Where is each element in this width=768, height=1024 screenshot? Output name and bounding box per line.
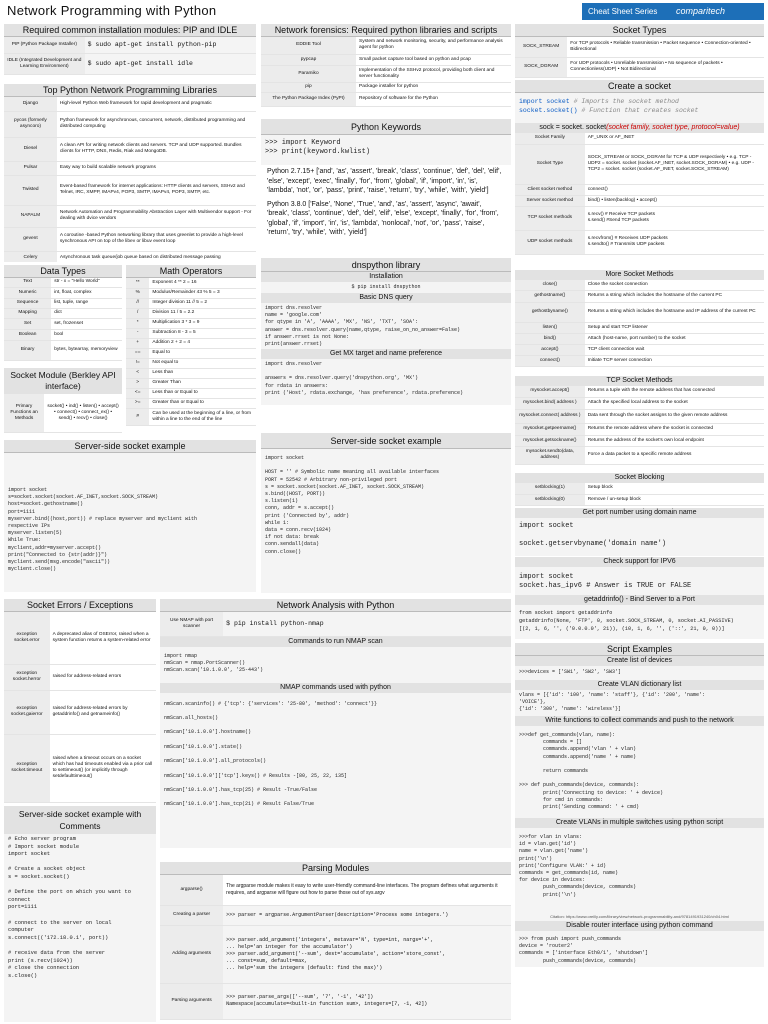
row-key: + — [126, 338, 149, 348]
serverex2-section — [261, 433, 511, 593]
table-row — [515, 409, 764, 423]
row-value: Less than — [149, 368, 256, 378]
forensics-section — [261, 24, 511, 116]
row-value: Exponent 4 ** 2 = 16 — [149, 278, 256, 288]
row-key: TCP socket methods — [515, 206, 585, 230]
scripts-s5-title: Disable router interface using python command — [515, 921, 764, 931]
row-key: > — [126, 378, 149, 388]
row-key: Pulsar — [4, 161, 57, 175]
libs-title: Top Python Network Programming Libraries — [4, 84, 256, 97]
row-value: raised for address-related errors — [50, 664, 156, 690]
nmap-key: Use NMAP with port scanner — [160, 612, 223, 636]
table-row — [515, 397, 764, 409]
table-row — [4, 340, 122, 360]
create-import: import socket — [519, 98, 570, 105]
row-key: Server socket method — [515, 195, 585, 206]
table-row — [126, 378, 256, 388]
keywords-section — [261, 119, 511, 255]
row-key: PIP (Python Package Installer) — [4, 37, 85, 53]
scripts-title: Script Examples — [515, 643, 764, 656]
serverex-code: import socket s=socket.socket(socket.AF_INET,socket.SOCK_STREAM) host=socket.gethostname() port=1111 myserver.bind((host,port)) # replace myserver and myclient with respective IPs myserver.listen(5) While True: myclient,addr=myserver.accept() print("Connected to {str(addr)}") myclient.send(msg.encode("ascii")) myclient.close() — [4, 453, 256, 592]
parsing-section — [160, 862, 511, 1022]
row-key: listen() — [515, 322, 585, 333]
table-row — [126, 288, 256, 298]
blocking-title: Socket Blocking — [515, 473, 764, 483]
ipv6-section — [515, 557, 764, 595]
row-key: Paramiko — [261, 65, 356, 82]
row-key: UDP socket methods — [515, 230, 585, 254]
table-row — [261, 82, 511, 92]
keywords-title: Python Keywords — [261, 119, 511, 135]
create-sig: sock = socket. socket — [539, 124, 607, 131]
ipv6-title: Check support for IPV6 — [515, 557, 764, 567]
table-row — [515, 133, 764, 144]
row-value: High-level Python Web framework for rapid development and pragmatic — [57, 97, 256, 111]
row-value: Returns the address of the socket's own local endpoint — [585, 435, 764, 446]
scripts-s4-code: >>>for vlan in vlans: id = vlan.get('id') name = vlan.get('name') print('\n') print('Configure VLAN:' + id) commands = get_commands(id, name) for device in devices: push_commands(device, commands) print('\n') — [515, 828, 764, 913]
table-row — [160, 925, 511, 983]
row-value: Setup and start TCP listener — [585, 322, 764, 333]
row-key: argparse() — [160, 875, 223, 905]
gai-title: getaddrinfo() - Bind Server to a Port — [515, 595, 764, 605]
row-key: pypcap — [261, 54, 356, 65]
row-value: Integer division 11 // 5 = 2 — [149, 298, 256, 308]
table-row — [515, 290, 764, 302]
row-value: Less than or Equal to — [149, 388, 256, 398]
table-row — [126, 408, 256, 425]
keywords-code: >>> import Keyword >>> print(keyword.kwlist) — [261, 135, 511, 165]
keywords-py3: Python 3.8.0 ['False', 'None', 'True', 'and', 'as', 'assert', 'async', 'await', 'break', 'class', 'continue', 'def', 'del', 'elif', 'else', 'except', 'finally', 'for', 'from', 'global', 'if', 'import', 'in', 'is', 'lambda', 'nonlocal', 'not', 'or', 'pass', 'raise', 'return', 'try', 'while', 'with', 'yield'] — [267, 200, 499, 236]
socktypes-section — [515, 24, 764, 78]
row-value: Subtraction 8 - 3 = 5 — [149, 328, 256, 338]
row-value: Returns the remote address where the socket is connected — [585, 423, 764, 435]
table-row — [160, 875, 511, 905]
serverex3-title: Server-side socket example with Comments — [4, 806, 156, 834]
row-key: NAPALM — [4, 205, 57, 227]
row-key: Creating a parser — [160, 905, 223, 925]
table-row — [515, 195, 764, 206]
row-key: mysocket.sendto(data, address) — [515, 446, 585, 464]
row-value: raised for address-related errors by getaddrinfo() and getnameinfo() — [50, 690, 156, 734]
row-value: The argparse module makes it easy to write user-friendly command-line interfaces. The program defines what arguments it requires, and argparse will figure out how to parse those out of sys.argv — [223, 875, 511, 905]
row-key: Client socket method — [515, 184, 585, 195]
sockmod-key: Primary Functions an Methods — [4, 394, 44, 432]
row-value: Asynchronous task queue/job queue based on distributed message passing — [57, 251, 256, 262]
table-row — [160, 905, 511, 925]
scripts-citation: Citation: https://www.oreilly.com/library/view/network-programmability-and/9781491931240/ch04.html — [515, 913, 764, 921]
row-key: SOCK_STREAM — [515, 37, 567, 57]
nmap-used-title: NMAP commands used with python — [160, 683, 511, 693]
math-title: Math Operators — [126, 265, 256, 278]
table-row — [126, 308, 256, 318]
datatypes-title: Data Types — [4, 265, 122, 278]
gai-code: from socket import getaddrinfo getaddrinfo(None, 'FTP', 0, socket.SOCK_STREAM, 0, socket.AI_PASSIVE) [(2, 1, 6, '', ('0.0.0.0', 21)), (10, 1, 6, '', ('::', 21, 0, 0))] — [515, 605, 764, 639]
table-row — [4, 308, 122, 318]
row-value: Network Automation and Programmability Abstraction Layer with Multivendor support - For dealing with dvice vendors — [57, 205, 256, 227]
row-value: set, frozenset — [51, 318, 122, 329]
table-row — [126, 388, 256, 398]
row-key: IDLE (Integrated Development and Learning Environment) — [4, 53, 85, 74]
table-row — [515, 144, 764, 184]
scripts-s1-code: >>>devices = ['SW1', 'SW2', 'SW3'] — [515, 666, 764, 680]
table-row — [126, 398, 256, 408]
row-value: s.recv() # Receive TCP packets s.send() #Send TCP packets — [585, 206, 764, 230]
row-value: Addition 2 + 2 = 4 — [149, 338, 256, 348]
page-title: Network Programming with Python — [7, 3, 217, 18]
parsing-title: Parsing Modules — [160, 862, 511, 875]
row-key: Socket Type — [515, 144, 585, 184]
table-row — [4, 227, 256, 251]
table-row — [4, 278, 122, 287]
dns-query-title: Basic DNS query — [261, 293, 511, 303]
ipv6-code: import socket socket.has_ipv6 # Answer is TRUE or FALSE — [515, 567, 764, 595]
row-value: Force a data packet to a specific remote address — [585, 446, 764, 464]
table-row — [4, 612, 156, 664]
row-key: exception socket.gaierror — [4, 690, 50, 734]
row-key: EDDIE Tool — [261, 37, 356, 54]
row-value: Event-based framework for internet applications: HTTP clients and servers, SSHv2 and Telnet, IRC, XMPP, IMAPv4, POP3, SMTP, IMAPv4, POP3, SMTP, etc. — [57, 175, 256, 205]
table-row — [4, 37, 256, 53]
row-value: Not equal to — [149, 358, 256, 368]
row-key: == — [126, 348, 149, 358]
table-row — [515, 322, 764, 333]
row-key: % — [126, 288, 149, 298]
row-key: mysocket.bind( address ) — [515, 397, 585, 409]
table-row — [261, 65, 511, 82]
row-key: ** — [126, 278, 149, 288]
table-row — [126, 328, 256, 338]
row-value: Can be used at the beginning of a line, or from within a line to the end of the line — [149, 408, 256, 425]
table-row — [126, 298, 256, 308]
row-key: Numeric — [4, 287, 51, 298]
row-value: Attach the specified local address to the socket — [585, 397, 764, 409]
create-section — [515, 80, 764, 268]
row-key: Text — [4, 278, 51, 287]
table-row — [4, 734, 156, 802]
row-value: Equal to — [149, 348, 256, 358]
table-row — [4, 329, 122, 340]
row-key: Set — [4, 318, 51, 329]
scripts-s2-code: vlans = [{'id': '100', 'name': 'staff'}, {'id': '200', 'name': 'VOICE'}, {'id': '300', 'name': 'wireless'}] — [515, 690, 764, 716]
create-signature — [515, 123, 764, 133]
sockmod-section — [4, 368, 122, 438]
sockmod-title: Socket Module (Berkley API interface) — [4, 368, 122, 394]
table-row — [160, 983, 511, 1019]
row-value: Remove / un-setup block — [585, 494, 764, 505]
datatypes-section — [4, 265, 122, 365]
row-key: mysocket.getpeername() — [515, 423, 585, 435]
scripts-s3-title: Write functions to collect commands and push to the network — [515, 716, 764, 726]
nmap-install: $ pip install python-nmap — [223, 612, 511, 636]
serverex2-title: Server-side socket example — [261, 433, 511, 449]
row-key: <= — [126, 388, 149, 398]
row-key: mysocket.accept() — [515, 386, 585, 397]
row-key: bind() — [515, 333, 585, 344]
errors-title: Socket Errors / Exceptions — [4, 599, 156, 612]
row-key: exception socket.timeout — [4, 734, 50, 802]
scripts-s3-code: >>>def get_commands(vlan, name): commands = [] commands.append('vlan ' + vlan) commands.append('name ' + name) return commands >>> def push_commands(device, commands): print('Connecting to device: ' + device) for cmd in commands: print('Sending command: ' + cmd) — [515, 726, 764, 818]
table-row — [515, 206, 764, 230]
row-value: >>> parser = argparse.ArgumentParser(description='Process some integers.') — [223, 905, 511, 925]
dns-query-code: import dns.resolver name = 'google.com' for qtype in 'A', 'AAAA', 'MX', 'NS', 'TXT', 'SOA': answer = dns.resolver.query(name,qtype, raise_on_no_answer=False) if answer.rrset is not None: print(answer.rrset) — [261, 303, 511, 349]
row-value: list, tuple, range — [51, 298, 122, 308]
table-row — [515, 423, 764, 435]
row-value: For TCP protocols • Reliable transmission • Packet sequence • Connection-oriented • Bidirectional — [567, 37, 764, 57]
table-row — [126, 348, 256, 358]
more-section — [515, 270, 764, 374]
row-key: connect() — [515, 355, 585, 366]
table-row — [261, 54, 511, 65]
table-row — [515, 57, 764, 77]
row-key: setblocking(1) — [515, 483, 585, 494]
scripts-s4-title: Create VLANs in multiple switches using python script — [515, 818, 764, 828]
row-value: Easy way to build scalable network programs — [57, 161, 256, 175]
scripts-s1-title: Create list of devices — [515, 656, 764, 666]
dns-install-title: Installation — [261, 272, 511, 282]
row-key: / — [126, 308, 149, 318]
row-key: - — [126, 328, 149, 338]
row-value: Close the socket connection — [585, 280, 764, 290]
row-value: Data sent through the socket assigns to the given remote address — [585, 409, 764, 423]
table-row — [4, 175, 256, 205]
table-row — [126, 368, 256, 378]
table-row — [261, 37, 511, 54]
row-key: pycos (formerly asyncoro) — [4, 111, 57, 137]
row-value: Returns a string which includes the hostname of the current PC — [585, 290, 764, 302]
row-value: raised when a timeout occurs on a socket which has had timeouts enabled via a prior call to settimeout() (or implicitly through setdefaulttimeout() — [50, 734, 156, 802]
row-key: accept() — [515, 344, 585, 355]
row-key: Boolean — [4, 329, 51, 340]
table-row — [126, 278, 256, 288]
create-code — [515, 93, 764, 123]
row-value: $ sudo apt-get install idle — [85, 53, 256, 74]
errors-section — [4, 599, 156, 803]
table-row — [4, 251, 256, 262]
row-key: mysocket.getsockname() — [515, 435, 585, 446]
row-value: $ sudo apt-get install python-pip — [85, 37, 256, 53]
row-value: SOCK_STREAM or SOCK_DGRAM for TCP & UDP respectively • e.g. TCP - UDP2 = socket. socket (socket.AF_INET, socket.SOCK_DGRAM) • e.g. UDP - TCP2 = socket. socket (socket.AF_INET, socket.SOCK_STREAM) — [585, 144, 764, 184]
table-row — [4, 298, 122, 308]
row-key: Celery — [4, 251, 57, 262]
nmap-cmd-title: Commands to run NMAP scan — [160, 637, 511, 647]
math-section — [126, 265, 256, 437]
row-key: Mapping — [4, 308, 51, 318]
row-value: Returns a string which includes the hostname and IP address of the current PC — [585, 302, 764, 322]
forensics-title: Network forensics: Required python libraries and scripts — [261, 24, 511, 37]
scripts-section — [515, 643, 764, 1022]
row-value: Division 11 / 5 = 2.2 — [149, 308, 256, 318]
row-key: Binary — [4, 340, 51, 360]
row-value: Returns a tuple with the remote address that has connected — [585, 386, 764, 397]
table-row — [4, 287, 122, 298]
row-value: AF_UNIX or AF_INET — [585, 133, 764, 144]
install-section — [4, 24, 256, 80]
comparitech-logo: comparitech — [676, 3, 764, 20]
row-key: < — [126, 368, 149, 378]
row-value: bytes, bytearray, memoryview — [51, 340, 122, 360]
table-row — [4, 53, 256, 74]
table-row — [4, 137, 256, 161]
serverex3-section — [4, 806, 156, 1022]
serverex3-code: # Echo server program # Import socket module import socket # Create a socket object s = socket.socket() # Define the port on which you want to connect port=1111 # connect to the server on local computer s.connect(('172.18.0.1', port)) # receive data from the server print (s.recv(1024)) # close the connection s.close() — [4, 834, 156, 1022]
row-value: Small packet capture tool based on python and pcap — [356, 54, 511, 65]
row-value: Multiplication 3 * 3 = 9 — [149, 318, 256, 328]
gai-section — [515, 595, 764, 639]
table-row — [4, 97, 256, 111]
row-value: Initiate TCP server connection — [585, 355, 764, 366]
row-key: Diesel — [4, 137, 57, 161]
row-key: != — [126, 358, 149, 368]
row-key: Django — [4, 97, 57, 111]
table-row — [515, 435, 764, 446]
nmap-section — [160, 599, 511, 859]
table-row — [515, 494, 764, 505]
table-row — [126, 318, 256, 328]
table-row — [515, 280, 764, 290]
row-value: bind() • listen(backlog) • accept() — [585, 195, 764, 206]
row-value: A clean API for writing network clients and servers. TCP and UDP supported. Bundles clients for HTTP, DNS, Redis, Riak and MongoDB. — [57, 137, 256, 161]
table-row — [4, 664, 156, 690]
scripts-s2-title: Create VLAN dictionary list — [515, 680, 764, 690]
row-value: Python framework for asynchronous, concurrent, network, distributed programming and distributed computing — [57, 111, 256, 137]
row-value: dict — [51, 308, 122, 318]
row-key: pip — [261, 82, 356, 92]
row-key: Adding arguments — [160, 925, 223, 983]
table-row — [515, 230, 764, 254]
table-row — [126, 358, 256, 368]
table-row — [4, 690, 156, 734]
row-key: Twisted — [4, 175, 57, 205]
row-key: >= — [126, 398, 149, 408]
tcpm-title: TCP Socket Methods — [515, 376, 764, 386]
libs-section — [4, 84, 256, 262]
blocking-section — [515, 473, 764, 507]
row-key: # — [126, 408, 149, 425]
row-value: A deprecated alias of OSError, raised when a system function returns a system-related error — [50, 612, 156, 664]
dns-install-code: $ pip install dnspython — [261, 282, 511, 293]
tcpm-section — [515, 376, 764, 472]
row-key: setblocking(0) — [515, 494, 585, 505]
table-row — [4, 161, 256, 175]
row-value: Setup block — [585, 483, 764, 494]
row-value: >>> parser.add_argument('integers', metavar='N', type=int, nargs='+', ... help='an integer for the accumulator') >>> parser.add_argument('--sum', dest='accumulate', action='store_const', ... const=sum, default=max, ... help='sum the integers (default: find the max)') — [223, 925, 511, 983]
row-value: System and network monitoring, security, and performance analysis agent for python — [356, 37, 511, 54]
row-value: >>> parser.parse_args(['--sum', '7', '-1', '42']) Namespace(accumulate=<built-in function sum>, integers=[7, -1, 42]) — [223, 983, 511, 1019]
row-key: mysocket.connect( address ) — [515, 409, 585, 423]
create-import-comment: # Imports the socket method — [573, 98, 679, 105]
sockmod-value: socket() • ind() • listen() • accept() • connect() • connect_ex() • send() • recv() • close() — [44, 394, 122, 432]
row-value: Repository of software for the Python — [356, 92, 511, 106]
table-row — [515, 333, 764, 344]
table-row — [515, 344, 764, 355]
create-title: Create a socket — [515, 80, 764, 93]
row-value: bool — [51, 329, 122, 340]
portdom-section — [515, 508, 764, 556]
table-row — [4, 318, 122, 329]
nmap-used-code: nmScan.scaninfo() # {'tcp': {'services': '25-80', 'method': 'connect'}} nmScan.all_hosts() nmScan['10.1.0.0'].hostname() nmScan['10.1.0.0'].state() nmScan['10.1.0.0'].all_protocols() nmScan['10.1.0.0']['tcp'].keys() # Results -[80, 25, 22, 135] nmScan['10.1.0.0'].has_tcp(25) # Result -True/False nmScan['10.1.0.0'].has_tcp(21) # Result False/True — [160, 693, 511, 848]
serverex-section — [4, 440, 256, 592]
scripts-s5-code: >>> from push import push_commands device = 'router2' commands = ['interface Eth0/1', 'shutdown'] push_commands(device, commands) — [515, 931, 764, 967]
dns-mx-title: Get MX target and name preference — [261, 349, 511, 359]
table-row — [515, 483, 764, 494]
table-row — [4, 205, 256, 227]
table-row — [515, 446, 764, 464]
table-row — [4, 111, 256, 137]
row-key: exception socket.herror — [4, 664, 50, 690]
table-row — [126, 338, 256, 348]
row-value: Greater than or Equal to — [149, 398, 256, 408]
create-fn-comment: # Function that creates socket — [581, 107, 699, 114]
table-row — [515, 355, 764, 366]
row-value: int, float, complex — [51, 287, 122, 298]
more-title: More Socket Methods — [515, 270, 764, 280]
install-title: Required common installation modules: PIP and IDLE — [4, 24, 256, 37]
row-value: Modulus/Remainder 43 % 5 = 3 — [149, 288, 256, 298]
row-value: connect() — [585, 184, 764, 195]
create-sig-args: (socket family, socket type, protocol=value) — [606, 124, 740, 131]
row-value: Attach (host-name, port number) to the socket — [585, 333, 764, 344]
row-key: Sequence — [4, 298, 51, 308]
table-row — [515, 386, 764, 397]
serverex2-code: import socket HOST = '' # Symbolic name meaning all available interfaces PORT = 52542 # Arbitrary non-privileged port s = socket.socket(socket.AF_INET, socket.SOCK_STREAM) s.bind((HOST, PORT)) s.listen(1) conn, addr = s.accept() print ('Connected by', addr) while 1: data = conn.recv(1024) if not data: break conn.sendall(data) conn.close() — [261, 449, 511, 593]
row-key: // — [126, 298, 149, 308]
row-key: exception socket.error — [4, 612, 50, 664]
row-key: SOCK_DGRAM — [515, 57, 567, 77]
row-value: TCP client connection wait — [585, 344, 764, 355]
dns-title: dnspython library — [261, 258, 511, 272]
serverex-title: Server-side socket example — [4, 440, 256, 453]
row-key: * — [126, 318, 149, 328]
portdom-title: Get port number using domain name — [515, 508, 764, 518]
row-key: close() — [515, 280, 585, 290]
row-value: A coroutine -based Python networking library that uses greenlet to provide a high-level synchronous API on top of the libev or libuv event loop — [57, 227, 256, 251]
table-row — [515, 302, 764, 322]
nmap-title: Network Analysis with Python — [160, 599, 511, 612]
row-value: Greater Than — [149, 378, 256, 388]
row-key: Socket Family — [515, 133, 585, 144]
row-value: Implementation of the SSHv2 protocol, providing both client and server functionality — [356, 65, 511, 82]
nmap-cmd-code: import nmap nmScan = nmap.PortScanner() nmScan.scan('10.1.0.0', '25-443') — [160, 647, 511, 683]
row-key: The Python Package Index (PyPI) — [261, 92, 356, 106]
socktypes-title: Socket Types — [515, 24, 764, 37]
row-value: str - x = "Hello World" — [51, 278, 122, 287]
series-badge: Cheat Sheet Series — [582, 3, 676, 20]
keywords-py2: Python 2.7.15+ ['and', 'as', 'assert', 'break', 'class', 'continue', 'def', 'del', 'elif', 'else', 'except', 'exec', 'finally', 'for', 'from', 'global', 'if', 'import', 'in', 'is', 'lambda', 'not', 'or', 'pass', 'print', 'raise', 'return', 'try', 'while', 'with', 'yield'] — [267, 168, 502, 194]
row-key: gevent — [4, 227, 57, 251]
row-value: Package installer for python — [356, 82, 511, 92]
row-key: gethostbyname() — [515, 302, 585, 322]
row-value: s.recvfrom() # Receives UDP packets s.sendto() # Transmits UDP packets — [585, 230, 764, 254]
create-fn: socket.socket() — [519, 107, 578, 114]
dns-mx-code: import dns.resolver answers = dns.resolver.query('dnspython.org', 'MX') for rdata in answers: print ('Host', rdata.exchange, 'has preference', rdata.preference) — [261, 359, 511, 405]
table-row — [515, 184, 764, 195]
table-row — [515, 37, 764, 57]
row-key: gethostname() — [515, 290, 585, 302]
portdom-code: import socket socket.getservbyname('domain name') — [515, 518, 764, 556]
dns-section — [261, 258, 511, 431]
table-row — [261, 92, 511, 106]
row-value: For UDP protocols • Unreliable transmission • No sequence of packets • Connectionless(UDP) • Not Bidirectional — [567, 57, 764, 77]
row-key: Parsing arguments — [160, 983, 223, 1019]
